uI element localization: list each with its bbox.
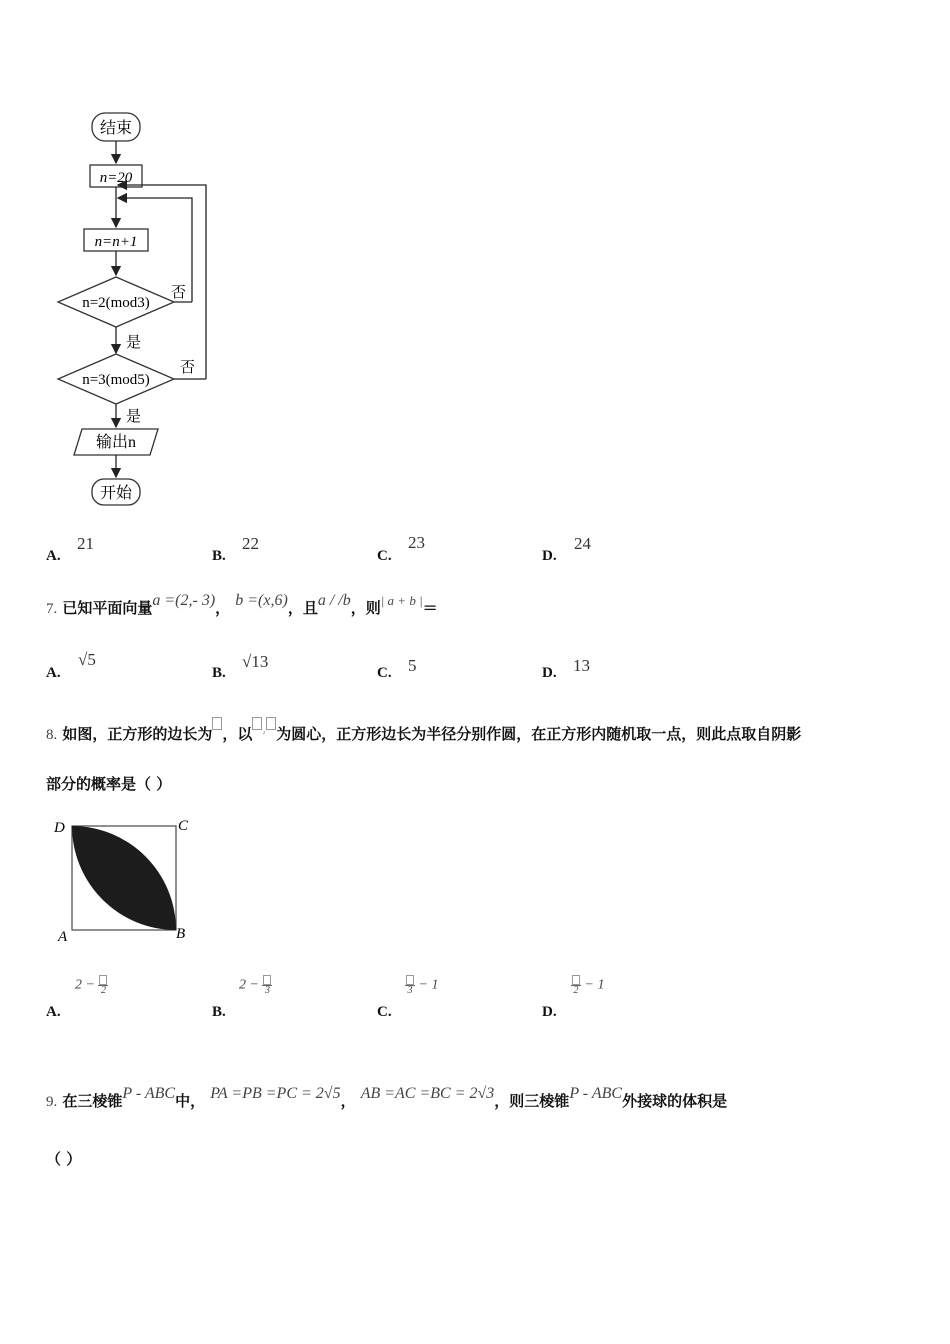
- q7-parallel: a / /b: [317, 592, 351, 609]
- q8-stem-line2: 部分的概率是（ ）: [46, 775, 172, 793]
- option-expression: 2 − 3: [239, 975, 272, 996]
- q7-and: ，且: [287, 599, 318, 617]
- init-label: n=20: [99, 170, 133, 186]
- q9-sep: ，: [340, 1092, 356, 1110]
- yes-label-2: 是: [126, 409, 142, 425]
- q9-text-part2: 中，: [175, 1092, 206, 1110]
- increment-label: n=n+1: [94, 234, 138, 250]
- output-label: 输出n: [95, 434, 137, 451]
- option-letter: D.: [542, 1004, 557, 1020]
- q7-stem: [46, 592, 438, 618]
- option-value: 21: [77, 534, 94, 553]
- option-letter: B.: [212, 1004, 226, 1020]
- q7-sep: ，: [215, 599, 231, 617]
- label-d: D: [54, 820, 65, 836]
- cond2-label: n=3(mod5): [82, 372, 150, 388]
- option-expression: 3 − 1: [405, 975, 438, 996]
- q9-text-part3: ，则三棱锥: [494, 1092, 570, 1110]
- q9-number: 9.: [46, 1094, 58, 1110]
- option-letter: C.: [377, 1004, 392, 1020]
- option-value: 5: [408, 656, 417, 675]
- option-value: √13: [242, 652, 269, 671]
- missing-glyph-icon: [252, 717, 262, 730]
- q7-abs-expr: | a + b |: [380, 593, 423, 608]
- yes-label-1: 是: [126, 335, 142, 351]
- option-letter: A.: [46, 665, 61, 681]
- label-c: C: [178, 818, 189, 834]
- q9-text-part4: 外接球的体积是: [622, 1092, 728, 1110]
- option-letter: D.: [542, 665, 557, 681]
- option-value: 24: [574, 534, 591, 553]
- q9-pyramid: P - ABC: [122, 1085, 176, 1102]
- option-letter: B.: [212, 665, 226, 681]
- q8-number: 8.: [46, 727, 58, 743]
- option-expression: 2 − 2: [75, 975, 108, 996]
- missing-glyph-icon: [212, 717, 222, 730]
- q8-figure: [50, 812, 200, 947]
- q7-then: ，则: [350, 599, 381, 617]
- option-letter: C.: [377, 548, 392, 564]
- option-expression: 2 − 1: [571, 975, 604, 996]
- q9-edges2: AB =AC =BC = 2√3: [360, 1085, 495, 1102]
- q9-stem-line1: [46, 1085, 728, 1111]
- q9-text-part1: 在三棱锥: [62, 1092, 123, 1110]
- q7-number: 7.: [46, 601, 58, 617]
- option-letter: A.: [46, 548, 61, 564]
- option-value: √5: [78, 650, 96, 669]
- option-letter: D.: [542, 548, 557, 564]
- q7-vec-a: a =(2,- 3): [152, 592, 216, 609]
- q9-edges1: PA =PB =PC = 2√5: [210, 1085, 341, 1102]
- flowchart: [50, 105, 230, 515]
- option-letter: C.: [377, 665, 392, 681]
- q7-text-prefix: 已知平面向量: [62, 599, 153, 617]
- q8-text-part1: 如图，正方形的边长为: [62, 725, 213, 743]
- q8-text-part2: ，以: [222, 725, 253, 743]
- option-value: 23: [408, 533, 425, 552]
- q7-equals: ＝: [422, 599, 438, 617]
- option-value: 22: [242, 534, 259, 553]
- no-label-2: 否: [180, 360, 196, 376]
- end-label: 结束: [99, 120, 133, 137]
- q9-stem-line2: （ ）: [46, 1150, 82, 1168]
- label-a: A: [58, 929, 68, 945]
- no-label-1: 否: [171, 285, 187, 301]
- label-b: B: [176, 926, 186, 942]
- q9-pyramid-2: P - ABC: [569, 1085, 623, 1102]
- start-label: 开始: [99, 485, 133, 502]
- q8-text-part3: 为圆心，正方形边长为半径分别作圆，在正方形内随机取一点，则此点取自阴影: [276, 725, 802, 743]
- cond1-label: n=2(mod3): [82, 295, 150, 311]
- q8-stem-line1: 8. 如图，正方形的边长为 ，以 , 为圆心，正方形边长为半径分别作圆，在正方形内随机取一点，则此点取自阴影: [46, 723, 801, 744]
- missing-glyph-icon: [266, 717, 276, 730]
- option-letter: B.: [212, 548, 226, 564]
- option-value: 13: [573, 656, 590, 675]
- q7-vec-b: b =(x,6): [235, 592, 288, 609]
- option-letter: A.: [46, 1004, 61, 1020]
